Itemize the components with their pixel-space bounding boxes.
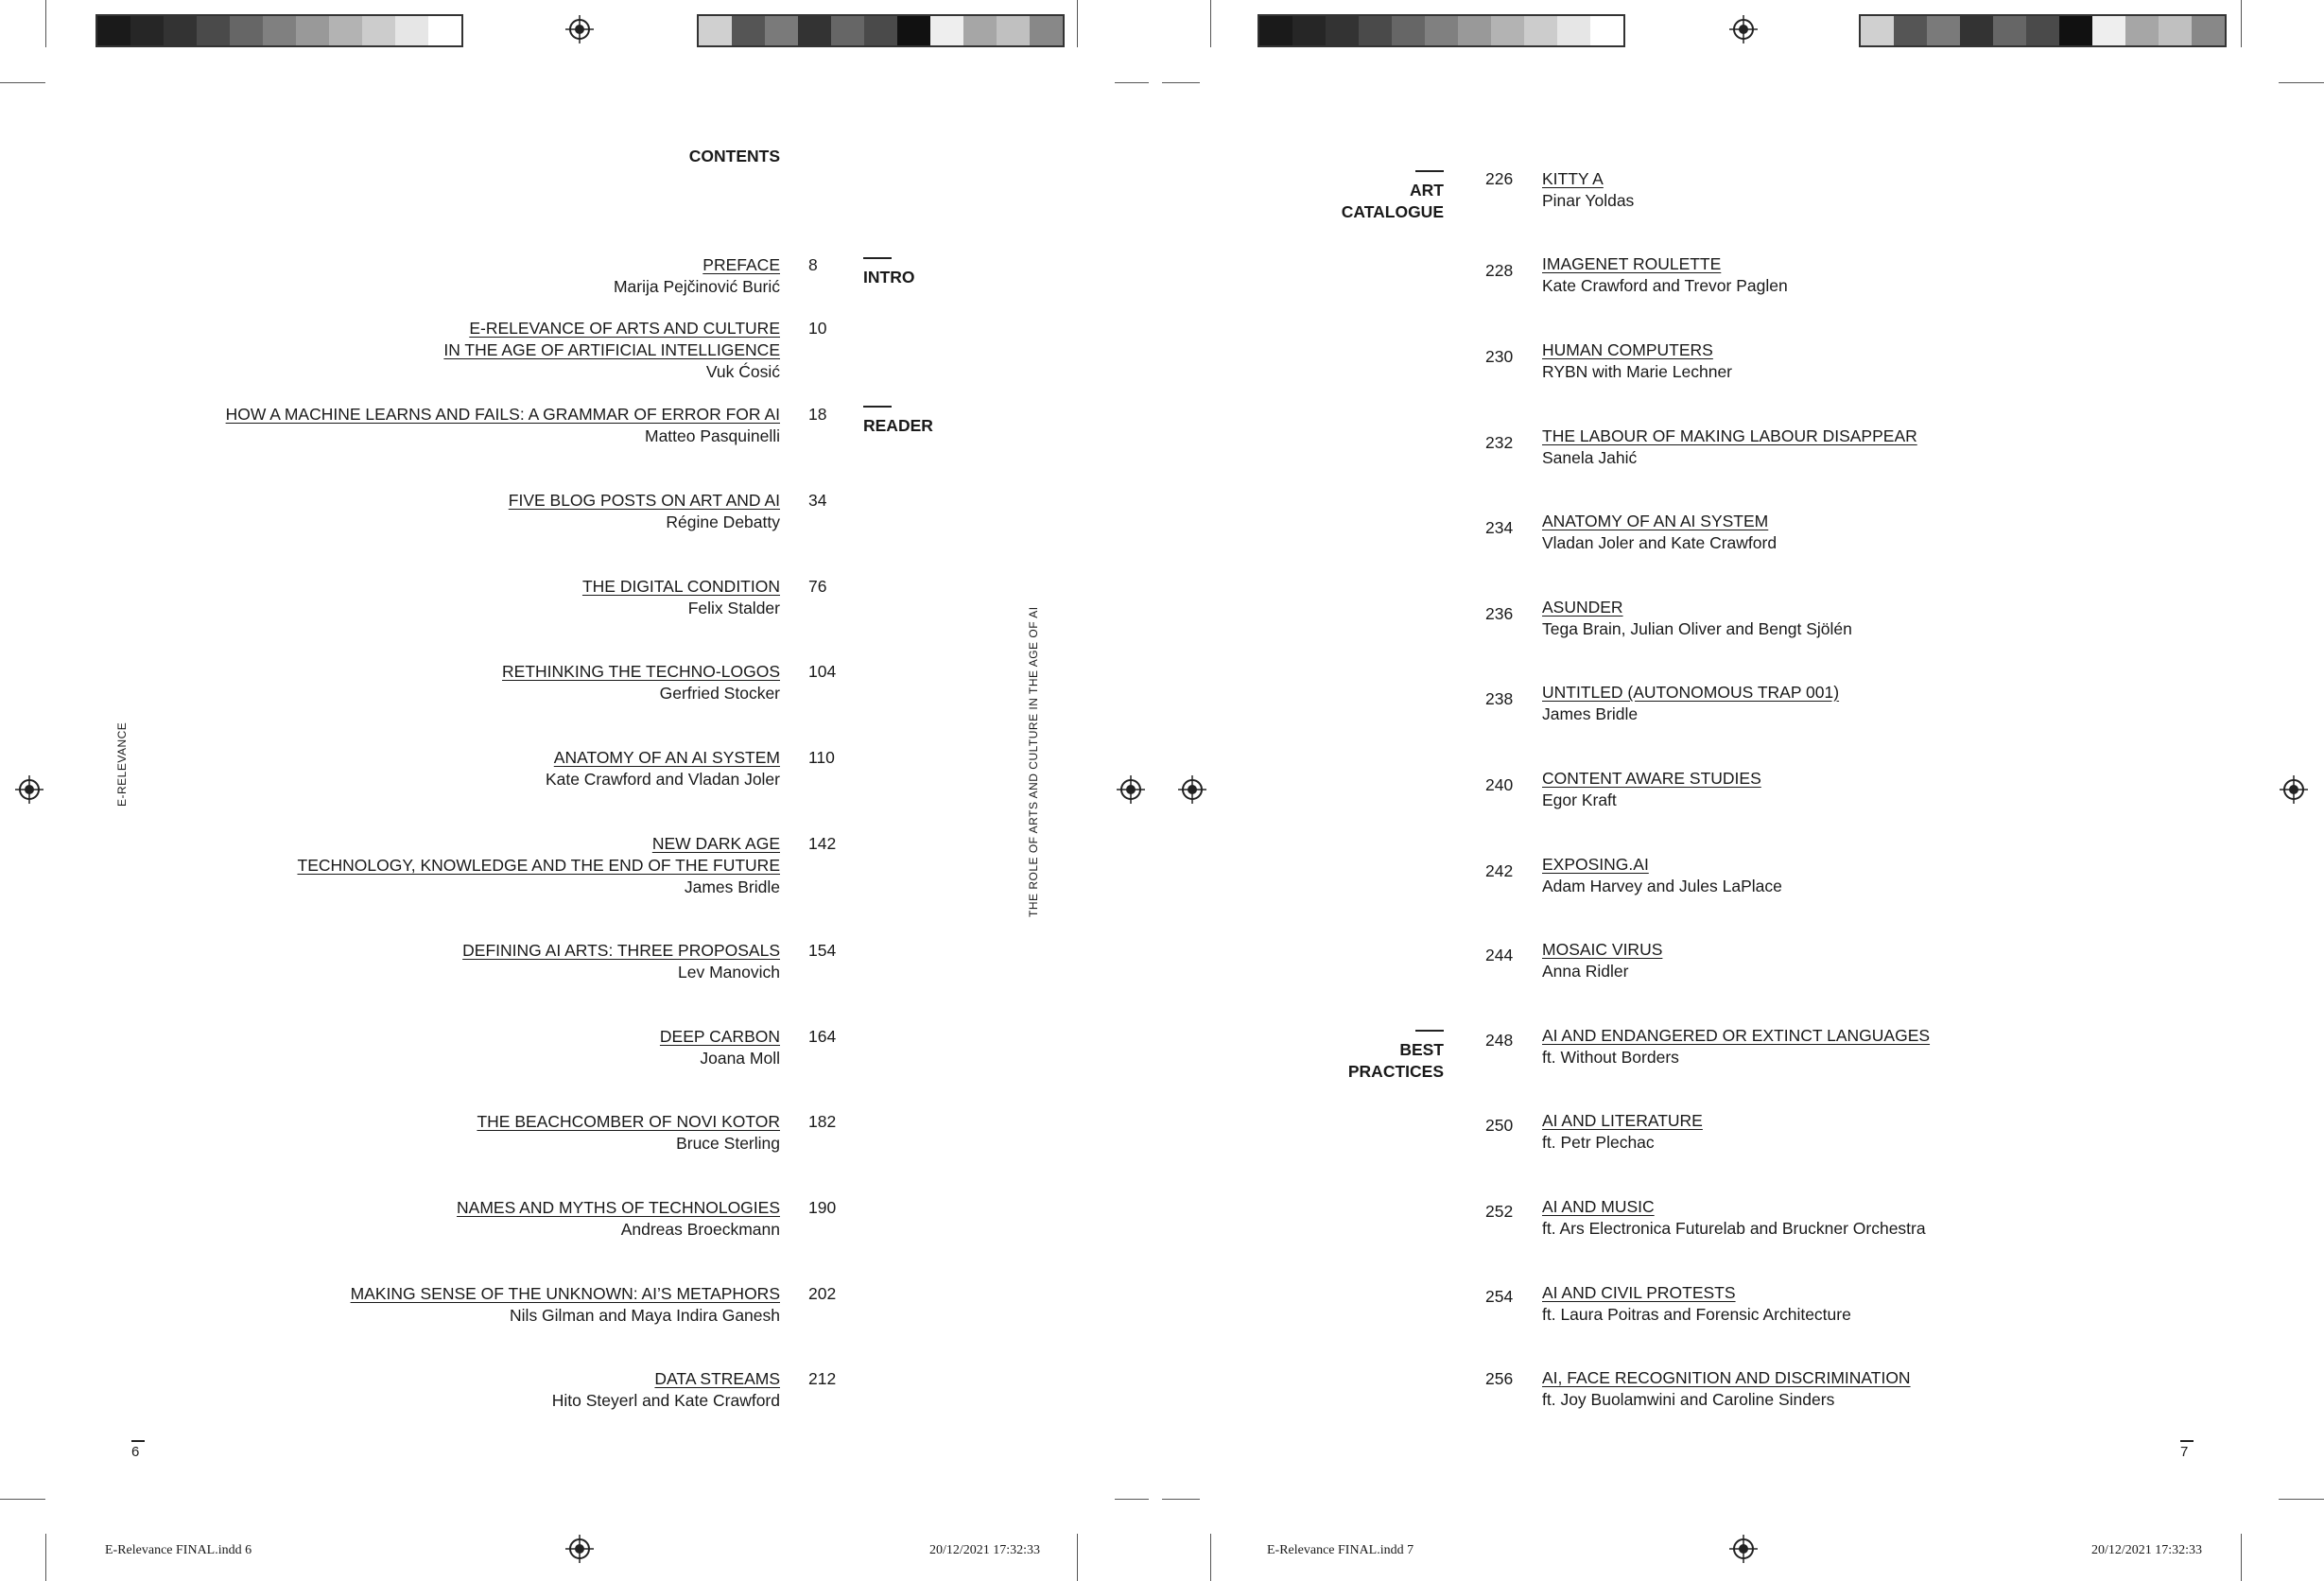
slug-file-left: E-Relevance FINAL.indd 6 [105, 1543, 252, 1557]
toc-entry[interactable] [1542, 511, 1777, 554]
crop-mark [2241, 0, 2242, 47]
entry-author: Egor Kraft [1542, 790, 1617, 809]
entry-page: 256 [1485, 1369, 1514, 1388]
entry-page: 240 [1485, 775, 1514, 794]
entry-author: Lev Manovich [678, 963, 780, 982]
toc-entry[interactable] [477, 1111, 780, 1155]
entry-title[interactable]: HOW A MACHINE LEARNS AND FAILS: A GRAMMAR OF ERROR FOR AI [225, 405, 780, 424]
crop-mark [2279, 82, 2324, 83]
entry-author: ft. Ars Electronica Futurelab and Bruckner Orchestra [1542, 1219, 1926, 1238]
entry-title[interactable]: MOSAIC VIRUS [1542, 940, 1663, 959]
entry-page: 244 [1485, 946, 1514, 964]
toc-entry[interactable] [1542, 854, 1782, 897]
entry-author: Matteo Pasquinelli [645, 426, 780, 445]
entry-page: 236 [1485, 604, 1514, 623]
registration-mark-icon [1178, 775, 1206, 804]
toc-entry[interactable] [1542, 339, 1732, 383]
toc-entry[interactable] [1542, 939, 1662, 982]
toc-entry[interactable] [226, 404, 780, 447]
entry-title[interactable]: KITTY A [1542, 169, 1604, 188]
entry-title[interactable]: DEEP CARBON [659, 1027, 780, 1046]
slug-date-left: 20/12/2021 17:32:33 [929, 1543, 1041, 1557]
entry-author: Gerfried Stocker [659, 684, 780, 703]
registration-mark-icon [15, 775, 43, 804]
entry-page: 242 [1485, 861, 1514, 880]
section-art-catalogue: ART CATALOGUE [1342, 170, 1444, 223]
entry-title[interactable]: AI AND ENDANGERED OR EXTINCT LANGUAGES [1542, 1026, 1931, 1045]
crop-mark [1210, 0, 1211, 47]
toc-entry[interactable] [582, 576, 780, 619]
entry-page: 8 [808, 255, 818, 274]
entry-author: Anna Ridler [1542, 962, 1629, 981]
toc-entry[interactable] [298, 833, 781, 898]
entry-author: James Bridle [1542, 704, 1639, 723]
crop-mark [0, 1499, 45, 1500]
entry-page: 250 [1485, 1116, 1514, 1135]
toc-entry[interactable] [1542, 1196, 1926, 1240]
entry-title[interactable]: AI, FACE RECOGNITION AND DISCRIMINATION [1542, 1368, 1911, 1387]
entry-author: Felix Stalder [687, 599, 780, 617]
entry-page: 110 [808, 748, 835, 767]
toc-entry[interactable] [1542, 426, 1917, 469]
entry-page: 230 [1485, 347, 1514, 366]
entry-author: ft. Laura Poitras and Forensic Architecture [1542, 1305, 1851, 1324]
entry-author: ft. Joy Buolamwini and Caroline Sinders [1542, 1390, 1835, 1409]
color-bar-left-mixed [697, 14, 1065, 47]
toc-entry[interactable] [462, 940, 780, 983]
entry-title[interactable]: ANATOMY OF AN AI SYSTEM [1542, 512, 1769, 530]
folio-left: 6 [131, 1440, 145, 1460]
entry-page: 164 [808, 1027, 837, 1046]
section-intro: INTRO [863, 257, 914, 288]
entry-title[interactable]: THE DIGITAL CONDITION [581, 577, 780, 596]
crop-mark [1162, 82, 1200, 83]
entry-title[interactable]: PREFACE [702, 255, 780, 274]
entry-page: 228 [1485, 261, 1514, 280]
crop-mark [2241, 1534, 2242, 1581]
entry-title[interactable]: AI AND LITERATURE [1542, 1111, 1703, 1130]
toc-entry[interactable] [1542, 1025, 1930, 1068]
entry-title[interactable]: ASUNDER [1542, 598, 1623, 617]
toc-entry[interactable] [1542, 682, 1839, 725]
entry-title[interactable]: NAMES AND MYTHS OF TECHNOLOGIES [457, 1198, 780, 1217]
entry-title[interactable]: MAKING SENSE OF THE UNKNOWN: AI’S METAPHORS [350, 1284, 780, 1303]
toc-entry[interactable] [502, 661, 780, 704]
crop-mark [1115, 1499, 1149, 1500]
entry-author: Kate Crawford and Trevor Paglen [1542, 276, 1788, 295]
entry-title[interactable]: E-RELEVANCE OF ARTS AND CULTURE IN THE AGE OF ARTIFICIAL INTELLIGENCE [443, 319, 780, 359]
crop-mark [0, 82, 45, 83]
entry-author: James Bridle [684, 877, 780, 896]
registration-mark-icon [1729, 1535, 1758, 1563]
entry-page: 76 [808, 577, 827, 596]
toc-entry[interactable] [351, 1283, 780, 1327]
entry-title[interactable]: NEW DARK AGE TECHNOLOGY, KNOWLEDGE AND THE END OF THE FUTURE [297, 834, 780, 875]
section-reader: READER [863, 406, 933, 437]
entry-author: Hito Steyerl and Kate Crawford [551, 1391, 780, 1410]
color-bar-right-dark [1257, 14, 1625, 47]
toc-entry[interactable] [614, 254, 780, 298]
entry-title[interactable]: AI AND MUSIC [1542, 1197, 1655, 1216]
entry-page: 202 [808, 1284, 837, 1303]
entry-title[interactable]: THE LABOUR OF MAKING LABOUR DISAPPEAR [1542, 426, 1917, 445]
toc-entry[interactable] [1542, 1367, 1911, 1411]
entry-page: 182 [808, 1112, 837, 1131]
registration-mark-icon [1729, 15, 1758, 43]
crop-mark [1077, 1534, 1078, 1581]
toc-entry[interactable] [443, 318, 780, 383]
entry-page: 10 [808, 319, 827, 338]
entry-page: 18 [808, 405, 827, 424]
crop-mark [1162, 1499, 1200, 1500]
color-bar-left-dark [95, 14, 463, 47]
crop-mark [1077, 0, 1078, 47]
entry-title[interactable]: IMAGENET ROULETTE [1542, 254, 1722, 273]
running-head-right: THE ROLE OF ARTS AND CULTURE IN THE AGE OF AI [1027, 606, 1040, 917]
registration-mark-icon [2280, 775, 2308, 804]
entry-title[interactable]: CONTENT AWARE STUDIES [1542, 769, 1761, 788]
entry-title[interactable]: DEFINING AI ARTS: THREE PROPOSALS [462, 941, 780, 960]
color-bar-right-mixed [1859, 14, 2227, 47]
entry-author: RYBN with Marie Lechner [1542, 362, 1733, 381]
entry-author: Joana Moll [700, 1049, 780, 1068]
entry-author: Pinar Yoldas [1542, 191, 1635, 210]
entry-author: ft. Without Borders [1542, 1048, 1679, 1067]
entry-title[interactable]: EXPOSING.AI [1542, 855, 1649, 874]
entry-page: 212 [808, 1369, 837, 1388]
entry-author: Bruce Sterling [676, 1134, 780, 1153]
entry-title[interactable]: FIVE BLOG POSTS ON ART AND AI [508, 491, 780, 510]
contents-heading: CONTENTS [688, 147, 780, 165]
toc-entry[interactable] [1542, 597, 1852, 640]
entry-title[interactable]: THE BEACHCOMBER OF NOVI KOTOR [477, 1112, 780, 1131]
entry-page: 142 [808, 834, 837, 853]
entry-author: Régine Debatty [666, 513, 780, 531]
entry-author: Adam Harvey and Jules LaPlace [1542, 877, 1782, 895]
toc-entry[interactable] [457, 1197, 780, 1241]
toc-entry[interactable] [509, 490, 780, 533]
toc-entry[interactable] [1542, 168, 1634, 212]
entry-title[interactable]: RETHINKING THE TECHNO-LOGOS [502, 662, 780, 681]
folio-right: 7 [2180, 1440, 2194, 1460]
entry-page: 248 [1485, 1031, 1514, 1050]
entry-page: 238 [1485, 689, 1514, 708]
toc-entry[interactable] [660, 1026, 780, 1069]
entry-page: 34 [808, 491, 827, 510]
entry-page: 226 [1485, 169, 1514, 188]
entry-author: Vladan Joler and Kate Crawford [1542, 533, 1778, 552]
entry-title[interactable]: DATA STREAMS [654, 1369, 780, 1388]
crop-mark [1210, 1534, 1211, 1581]
entry-author: Tega Brain, Julian Oliver and Bengt Sjölén [1542, 619, 1852, 638]
entry-title[interactable]: UNTITLED (AUTONOMOUS TRAP 001) [1542, 683, 1840, 702]
entry-page: 154 [808, 941, 837, 960]
entry-author: Andreas Broeckmann [620, 1220, 780, 1239]
entry-page: 234 [1485, 518, 1514, 537]
toc-entry[interactable] [546, 747, 780, 790]
entry-author: Kate Crawford and Vladan Joler [545, 770, 780, 789]
entry-title[interactable]: ANATOMY OF AN AI SYSTEM [553, 748, 780, 767]
entry-author: Sanela Jahić [1542, 448, 1638, 467]
entry-page: 254 [1485, 1287, 1514, 1306]
crop-mark [2279, 1499, 2324, 1500]
entry-title[interactable]: HUMAN COMPUTERS [1542, 340, 1713, 359]
toc-entry[interactable] [1542, 1110, 1703, 1154]
toc-entry[interactable] [1542, 768, 1761, 811]
entry-author: Nils Gilman and Maya Indira Ganesh [510, 1306, 780, 1325]
entry-page: 190 [808, 1198, 837, 1217]
registration-mark-icon [1117, 775, 1145, 804]
crop-mark [45, 0, 46, 47]
entry-page: 232 [1485, 433, 1514, 452]
toc-entry[interactable] [1542, 1282, 1851, 1326]
running-head-left: E-RELEVANCE [115, 721, 129, 807]
slug-date-right: 20/12/2021 17:32:33 [2091, 1543, 2203, 1557]
section-best-practices: BEST PRACTICES [1348, 1030, 1444, 1083]
toc-entry[interactable] [552, 1368, 780, 1412]
entry-author: Marija Pejčinović Burić [613, 277, 780, 296]
entry-title[interactable]: AI AND CIVIL PROTESTS [1542, 1283, 1736, 1302]
toc-entry[interactable] [1542, 253, 1788, 297]
entry-page: 252 [1485, 1202, 1514, 1221]
crop-mark [45, 1534, 46, 1581]
entry-author: Vuk Ćosić [705, 362, 780, 381]
entry-author: ft. Petr Plechac [1542, 1133, 1655, 1152]
entry-page: 104 [808, 662, 837, 681]
registration-mark-icon [565, 1535, 594, 1563]
slug-file-right: E-Relevance FINAL.indd 7 [1267, 1543, 1414, 1557]
crop-mark [1115, 82, 1149, 83]
registration-mark-icon [565, 15, 594, 43]
